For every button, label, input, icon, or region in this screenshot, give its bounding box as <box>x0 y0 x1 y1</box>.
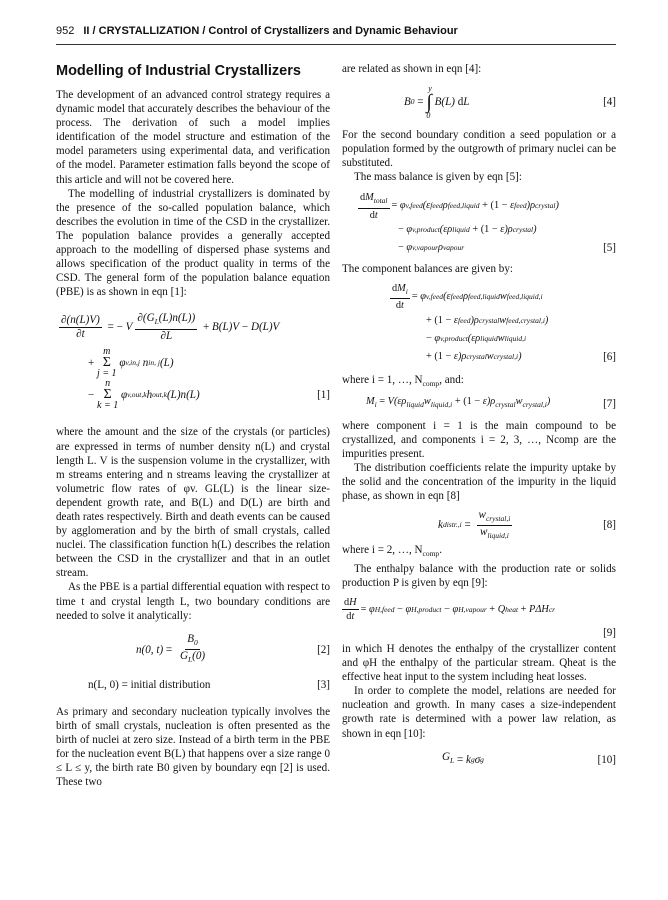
equation-1-line-1: $\frac{\partial(n(L)V)}{\partial t}$ = − V $\frac{\partial(G_L(L)n(L))}{\partial L}$ + B ( L ) V − D ( L ) V <box>61 312 280 342</box>
equation-6-number: [6] <box>603 350 616 363</box>
equation-4-number: [4] <box>603 96 616 109</box>
equation-4: B 0 = y ∫ 0 B ( L ) d L [4] <box>404 84 616 121</box>
right-paragraph-8: where i = 2, …, $N_{comp}$. <box>342 544 442 559</box>
equation-2: n (0, t ) = $\frac{B_0}{G_L(0)}$ [2] <box>136 633 330 665</box>
equation-1-line-2: + m Σ j = 1 φ v,in,j n in, j ( L ) <box>88 346 174 380</box>
equation-5-number: [5] <box>603 242 616 255</box>
equation-1-number: [1] <box>317 389 330 402</box>
right-paragraph-1: are related as shown in eqn [4]: <box>342 63 482 75</box>
left-column <box>56 62 330 789</box>
equation-1 <box>56 311 330 411</box>
equation-3-number: [3] <box>317 678 330 691</box>
left-paragraph-4: As the PBE is a partial differential equation with respect to time t and crystal length L, two boundary conditions are needed to solve it analytically: <box>56 581 330 622</box>
left-paragraph-1: The development of an advanced control strategy requires a dynamic model that accurately describes the behaviour of the process. The derivation of such a model implies identification of the model structure and estimation of the model parameters using experimental data, and verification of the model. Parameter estimation falls beyond the scope of this article and will not be covered here. <box>56 89 330 186</box>
equation-8: k distr.,i = $\frac{w_{crystal,i}}{w_{liquid,i}}$ [8] <box>438 508 616 541</box>
right-paragraph-7: The distribution coefficients relate the impurity uptake by the solid and the concentration of the impurity in the liquid phase, as shown in eqn [8] <box>342 462 616 503</box>
equation-2-number: [2] <box>317 643 330 656</box>
right-paragraph-10: in which H denotes the enthalpy of the crystallizer content and φH the enthalpy of the particular stream. Qheat is the effective heat input to the system including heat losses. <box>342 642 616 684</box>
right-column <box>342 62 616 769</box>
equation-10-number: [10] <box>597 753 616 766</box>
page-number: 952 <box>56 25 75 37</box>
right-paragraph-6: where component i = 1 is the main compound to be crystallized, and components i = 2, 3, …, Ncomp are the impurities present. <box>342 419 616 461</box>
equation-5: $\frac{dM_{total}}{dt}$ = φ v,feed ( ε feed ρ feed,liquid + (1 − ε feed ) ρ crystal ) − φ v,product ( ερ liquid + (1 − ε ) ρ crystal ) − φ v,vapour ρ vapour [5] <box>360 192 616 255</box>
equation-8-number: [8] <box>603 519 616 532</box>
equation-7: $M_i = V(\varepsilon\rho_{liquid}w_{liquid,i} + (1 - \varepsilon)\rho_{crystal}w_{crystal,i})$ [7] <box>366 396 616 410</box>
right-paragraph-9: The enthalpy balance with the production rate or solids production P is given by eqn [9]: <box>342 562 616 589</box>
left-paragraph-5: As primary and secondary nucleation typically involves the birth of small crystals, nucleation is often presented as the birth of nuclei at zero size. Instead of a birth term in the PBE for the nucleation event B(L) that happens over a size range 0 ≤ L ≤ y, the birth rate B0 given by boundary eqn [2] is used. These two <box>56 705 330 789</box>
left-paragraph-2: The modelling of industrial crystallizers is dominated by the presence of the so-called population balance, which describes the evolution in time of the CSD in the crystallizer. The population balance provides a generally accepted approach to the modelling of dispersed phase systems and allows specification of the product quality in terms of the CSD. The general form of the population balance equation (PBE) is as shown in eqn [1]: <box>56 187 330 299</box>
equation-7-number: [7] <box>603 397 616 410</box>
right-paragraph-4: The component balances are given by: <box>342 263 513 276</box>
section-title: Modelling of Industrial Crystallizers <box>56 63 301 79</box>
right-paragraph-3: The mass balance is given by eqn [5]: <box>354 171 522 184</box>
right-paragraph-2: For the second boundary condition a seed population or a population formed by the outgrowth of primary nuclei can be substituted. <box>342 129 616 170</box>
equation-1-line-3: − n Σ k = 1 φ v,out,k h out,k ( L ) n ( L ) [1] <box>88 378 330 412</box>
right-paragraph-11: In order to complete the model, relations are needed for nucleation and growth. In many cases a size-independent growth rate is determined with a power law relation, as shown in eqn [10]: <box>342 685 616 740</box>
equation-9-number: [9] <box>603 626 616 639</box>
running-title: II / CRYSTALLIZATION / Control of Crystallizers and Dynamic Behaviour <box>83 25 458 37</box>
right-paragraph-5: where i = 1, …, $N_{comp}$, and: <box>342 373 464 388</box>
equation-3 <box>56 677 330 693</box>
equation-10: $G_L$ = k g σ g [10] <box>442 751 616 766</box>
running-header <box>56 25 458 37</box>
equation-6: $\frac{dM_i}{dt}$ = φ v,feed ( ε feed ρ feed,liquid w feed,liquid,i + (1 − ε feed ) ρ crystal w feed,crystal,i ) − φ v,product ( ερ liquid w liquid,i + (1 − ε ) ρ crystal w crystal,i ) [6] <box>392 282 616 363</box>
left-paragraph-3: where the amount and the size of the crystals (or particles) are expressed in terms of number density n(L) and crystal length L. V is the suspension volume in the crystallizer, with m streams entering and n streams leaving the crystallizer at volumetric flow rates of φv. GL(L) is the linear size-dependent growth rate, and B(L) and D(L) are birth and death rates respectively. Birth and death events can be caused by agglomeration and by the birth of small crystals, called nuclei. The classification function h(L) describes the relation between the CSD in the crystallizer and that in an outlet stream. <box>56 426 330 580</box>
header-rule <box>56 44 616 45</box>
equation-3-text: n(L, 0) = initial distribution <box>88 678 211 691</box>
equation-9: $\frac{dH}{dt}$ = φ H,feed − φ H,product − φ H,vapour + Q heat + P Δ H cr [9] <box>344 597 616 639</box>
